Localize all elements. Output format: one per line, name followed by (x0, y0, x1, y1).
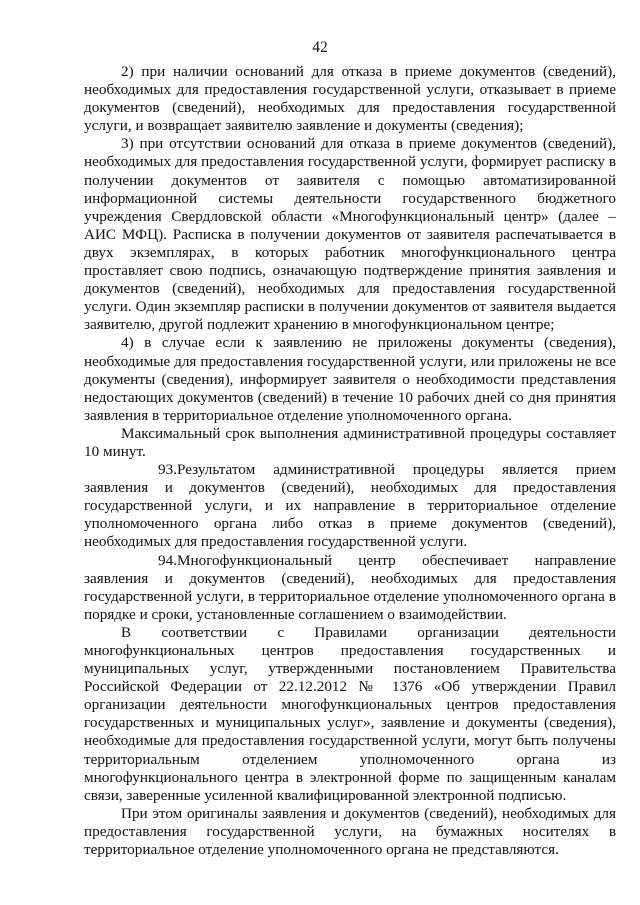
paragraph-text: В соответствии с Правилами организации деятельности многофункциональных центров предоставления государственных и муниципальных услуг, утвержденными постановлением Правительства Российской Федерации от 22.12.2012 № 1376 «Об утверждении Правил организации деятельности многофункциональных центров предоставления государственных и муниципальных услуг», заявление и документы (сведения), необходимые для предоставления государственной услуги, могут быть получены территориальным отделением уполномоченного органа из многофункционального центра в электронной форме по защищенным каналам связи, заверенные усиленной квалифицированной электронной подписью. (84, 623, 616, 804)
paragraph-text: 4) в случае если к заявлению не приложены документы (сведения), необходимые для предоставления государственной услуги, или приложены не все документы (сведения), информирует заявителя о необходимости представления недостающих документов (сведений) в течение 10 рабочих дней со дня принятия заявления в территориальное отделение уполномоченного органа. (84, 334, 616, 424)
paragraph (84, 334, 616, 424)
paragraph-text: 2) при наличии оснований для отказа в приеме документов (сведений), необходимых для предоставления государственной услуги, отказывает в приеме документов (сведений), необходимых для предоставления государственной услуги, и возвращает заявителю заявление и документы (сведения); (84, 63, 616, 135)
numbered-paragraph (84, 552, 616, 624)
paragraph (84, 135, 616, 334)
paragraph-text: 3) при отсутствии оснований для отказа в приеме документов (сведений), необходимых для предоставления государственной услуги, формирует расписку в получении документов от заявителя с помощью автоматизированной информационной системы деятельности государственного бюджетного учреждения Свердловской области «Многофункциональный центр» (далее – АИС МФЦ). Расписка в получении документов от заявителя распечатывается в двух экземплярах, в которых работник многофункционального центра проставляет свою подпись, означающую подтверждение принятия заявления и документов (сведений), необходимых для предоставления государственной услуги. Один экземпляр расписки в получении документов от заявителя выдается заявителю, другой подлежит хранению в многофункциональном центре; (84, 135, 616, 334)
numbered-paragraph (84, 461, 616, 551)
paragraph-text: Результатом административной процедуры является прием заявления и документов (сведений), необходимых для предоставления государственной услуги, и их направление в территориальное отделение уполномоченного органа либо отказ в приеме документов (сведений), необходимых для предоставления государственной услуги. (84, 461, 616, 551)
paragraph (84, 805, 616, 859)
paragraph (84, 425, 616, 461)
paragraph (84, 63, 616, 135)
page-number: 42 (312, 39, 328, 56)
paragraph-text: Максимальный срок выполнения административной процедуры составляет 10 минут. (84, 424, 616, 460)
paragraph-number: 94. (158, 551, 177, 569)
paragraph-text: Многофункциональный центр обеспечивает направление заявления и документов (сведений), необходимых для предоставления государственной услуги, в территориальное отделение уполномоченного органа в порядке и сроки, установленные соглашением о взаимодействии. (84, 551, 616, 623)
paragraph-number: 93. (158, 461, 177, 479)
paragraph-text: При этом оригиналы заявления и документов (сведений), необходимых для предоставления государственной услуги, на бумажных носителях в территориальное отделение уполномоченного органа не представляются. (84, 804, 616, 859)
body-text (84, 63, 616, 859)
paragraph (84, 624, 616, 805)
